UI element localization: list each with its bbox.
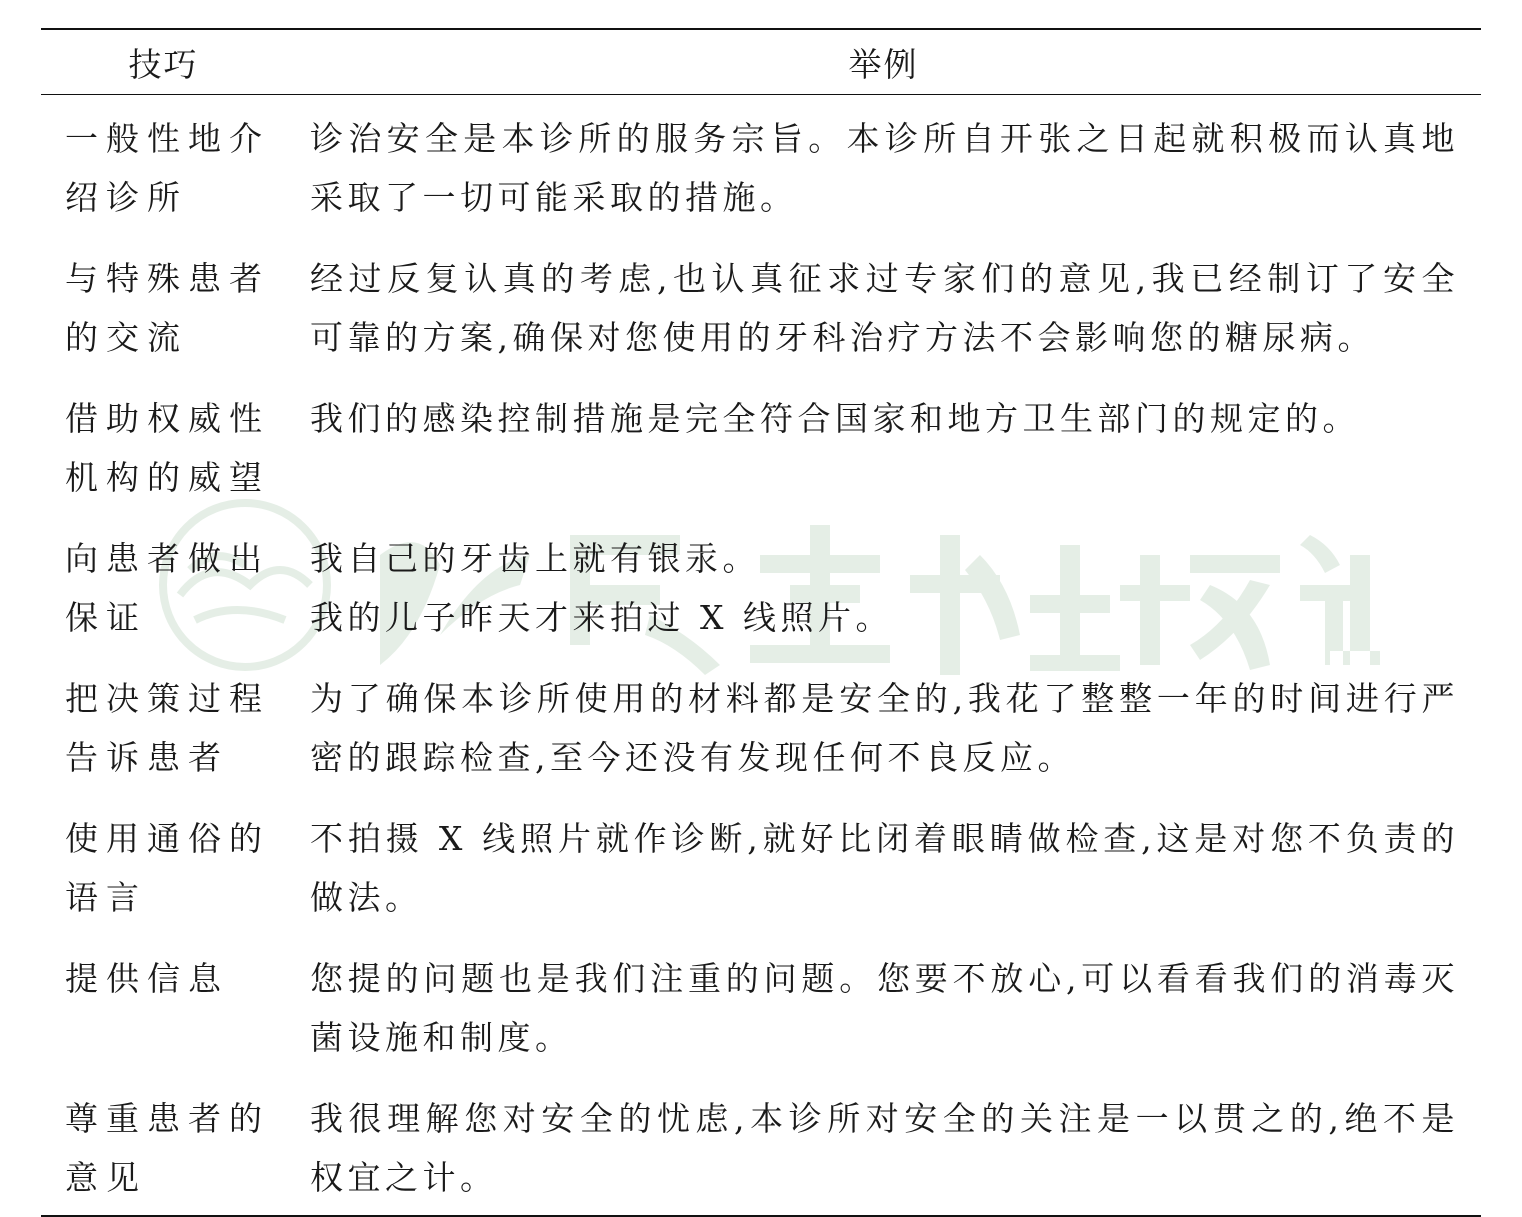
header-technique: 技巧 xyxy=(128,44,199,84)
example-text: 不拍摄 X 线照片就作诊断,就好比闭着眼睛做检查,这是对您不负责的做法。 xyxy=(310,819,1459,917)
example-text: 我自己的牙齿上就有银汞。 xyxy=(310,539,760,578)
technique-cell: 尊重患者的意见 xyxy=(65,1099,270,1197)
example-cell xyxy=(286,95,1481,236)
example-text: 我们的感染控制措施是完全符合国家和地方卫生部门的规定的。 xyxy=(310,399,1360,438)
technique-cell: 使用通俗的语言 xyxy=(65,819,270,917)
techniques-table xyxy=(41,28,1481,1217)
table-row xyxy=(41,375,1481,515)
example-text: 我的儿子昨天才来拍过 X 线照片。 xyxy=(310,598,893,637)
technique-cell: 借助权威性机构的威望 xyxy=(65,399,270,497)
technique-cell: 与特殊患者的交流 xyxy=(65,259,270,357)
example-cell xyxy=(286,515,1481,655)
example-text: 为了确保本诊所使用的材料都是安全的,我花了整整一年的时间进行严密的跟踪检查,至今还没有发现任何不良反应。 xyxy=(310,679,1459,777)
example-text: 经过反复认真的考虑,也认真征求过专家们的意见,我已经制订了安全可靠的方案,确保对您使用的牙科治疗方法不会影响您的糖尿病。 xyxy=(310,259,1459,357)
example-cell xyxy=(286,235,1481,375)
example-text: 我很理解您对安全的忧虑,本诊所对安全的关注是一以贯之的,绝不是权宜之计。 xyxy=(310,1099,1459,1197)
example-cell xyxy=(286,1075,1481,1216)
example-cell xyxy=(286,795,1481,935)
technique-cell: 提供信息 xyxy=(65,959,229,998)
table-header-row xyxy=(41,29,1481,95)
technique-cell: 向患者做出保证 xyxy=(65,539,270,637)
example-cell xyxy=(286,655,1481,795)
techniques-table-container xyxy=(41,28,1481,1217)
header-example: 举例 xyxy=(848,44,919,84)
example-cell xyxy=(286,375,1481,515)
table-row xyxy=(41,95,1481,236)
table-row xyxy=(41,515,1481,655)
table-row xyxy=(41,655,1481,795)
example-text: 您提的问题也是我们注重的问题。您要不放心,可以看看我们的消毒灭菌设施和制度。 xyxy=(310,959,1459,1057)
table-row xyxy=(41,1075,1481,1216)
table-row xyxy=(41,935,1481,1075)
table-row xyxy=(41,795,1481,935)
example-cell xyxy=(286,935,1481,1075)
technique-cell: 把决策过程告诉患者 xyxy=(65,679,270,777)
table-row xyxy=(41,235,1481,375)
technique-cell: 一般性地介绍诊所 xyxy=(65,119,270,217)
example-text: 诊治安全是本诊所的服务宗旨。本诊所自开张之日起就积极而认真地采取了一切可能采取的措施。 xyxy=(310,119,1459,217)
